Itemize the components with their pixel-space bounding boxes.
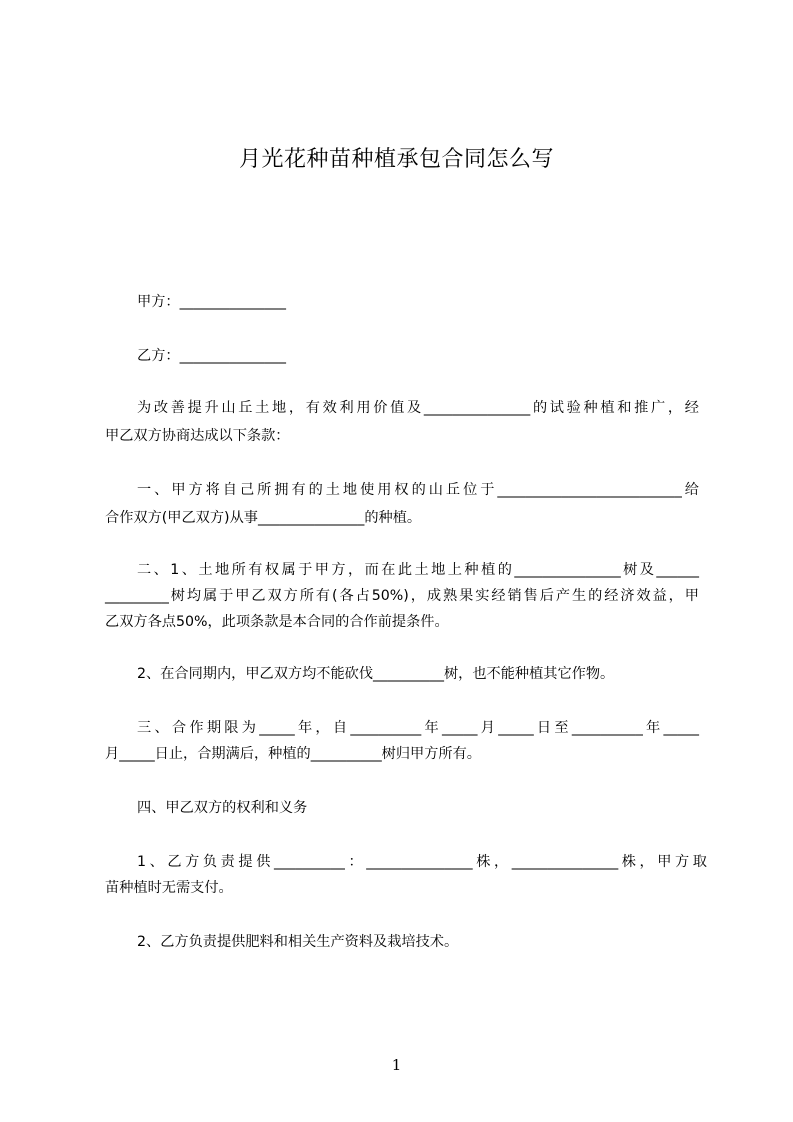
intro-paragraph-line-2: 甲乙双方协商达成以下条款： (105, 428, 290, 444)
document-title: 月光花种苗种植承包合同怎么写 (238, 147, 554, 172)
page-number: 1 (391, 1056, 402, 1074)
clause-4-2: 2、乙方负责提供肥料和相关生产资料及栽培技术。 (137, 934, 459, 950)
clause-4-1-line-1: 1、乙方负责提供__________：_______________株，_______________株，甲方取 (137, 854, 707, 870)
clause-3-line-1: 三、合作期限为_____年，自__________年_____月_____日至__________年_____ (137, 720, 699, 736)
clause-2-line-2: _________树均属于甲乙双方所有(各占50%)，成熟果实经销售后产生的经济效益，甲 (105, 588, 699, 604)
clause-1-line-1: 一、甲方将自己所拥有的土地使用权的山丘位于__________________________给 (137, 482, 699, 498)
party-a-line: 甲方：_______________ (137, 294, 286, 310)
clause-2-line-3: 乙双方各点50%，此项条款是本合同的合作前提条件。 (105, 614, 449, 630)
clause-2-line-1: 二、1、土地所有权属于甲方，而在此土地上种植的_______________树及______ (137, 562, 699, 578)
party-b-line: 乙方：_______________ (137, 348, 286, 364)
clause-2-2: 2、在合同期内，甲乙双方均不能砍伐__________树，也不能种植其它作物。 (137, 666, 615, 682)
clause-4-heading: 四、甲乙双方的权利和义务 (137, 800, 308, 816)
clause-4-1-line-2: 苗种植时无需支付。 (105, 880, 233, 896)
clause-3-line-2: 月_____日止，合期满后，种植的__________树归甲方所有。 (105, 746, 481, 762)
clause-1-line-2: 合作双方(甲乙双方)从事_______________的种植。 (105, 510, 422, 526)
intro-paragraph-line-1: 为改善提升山丘土地，有效利用价值及_______________的试验种植和推广，经 (137, 400, 699, 416)
